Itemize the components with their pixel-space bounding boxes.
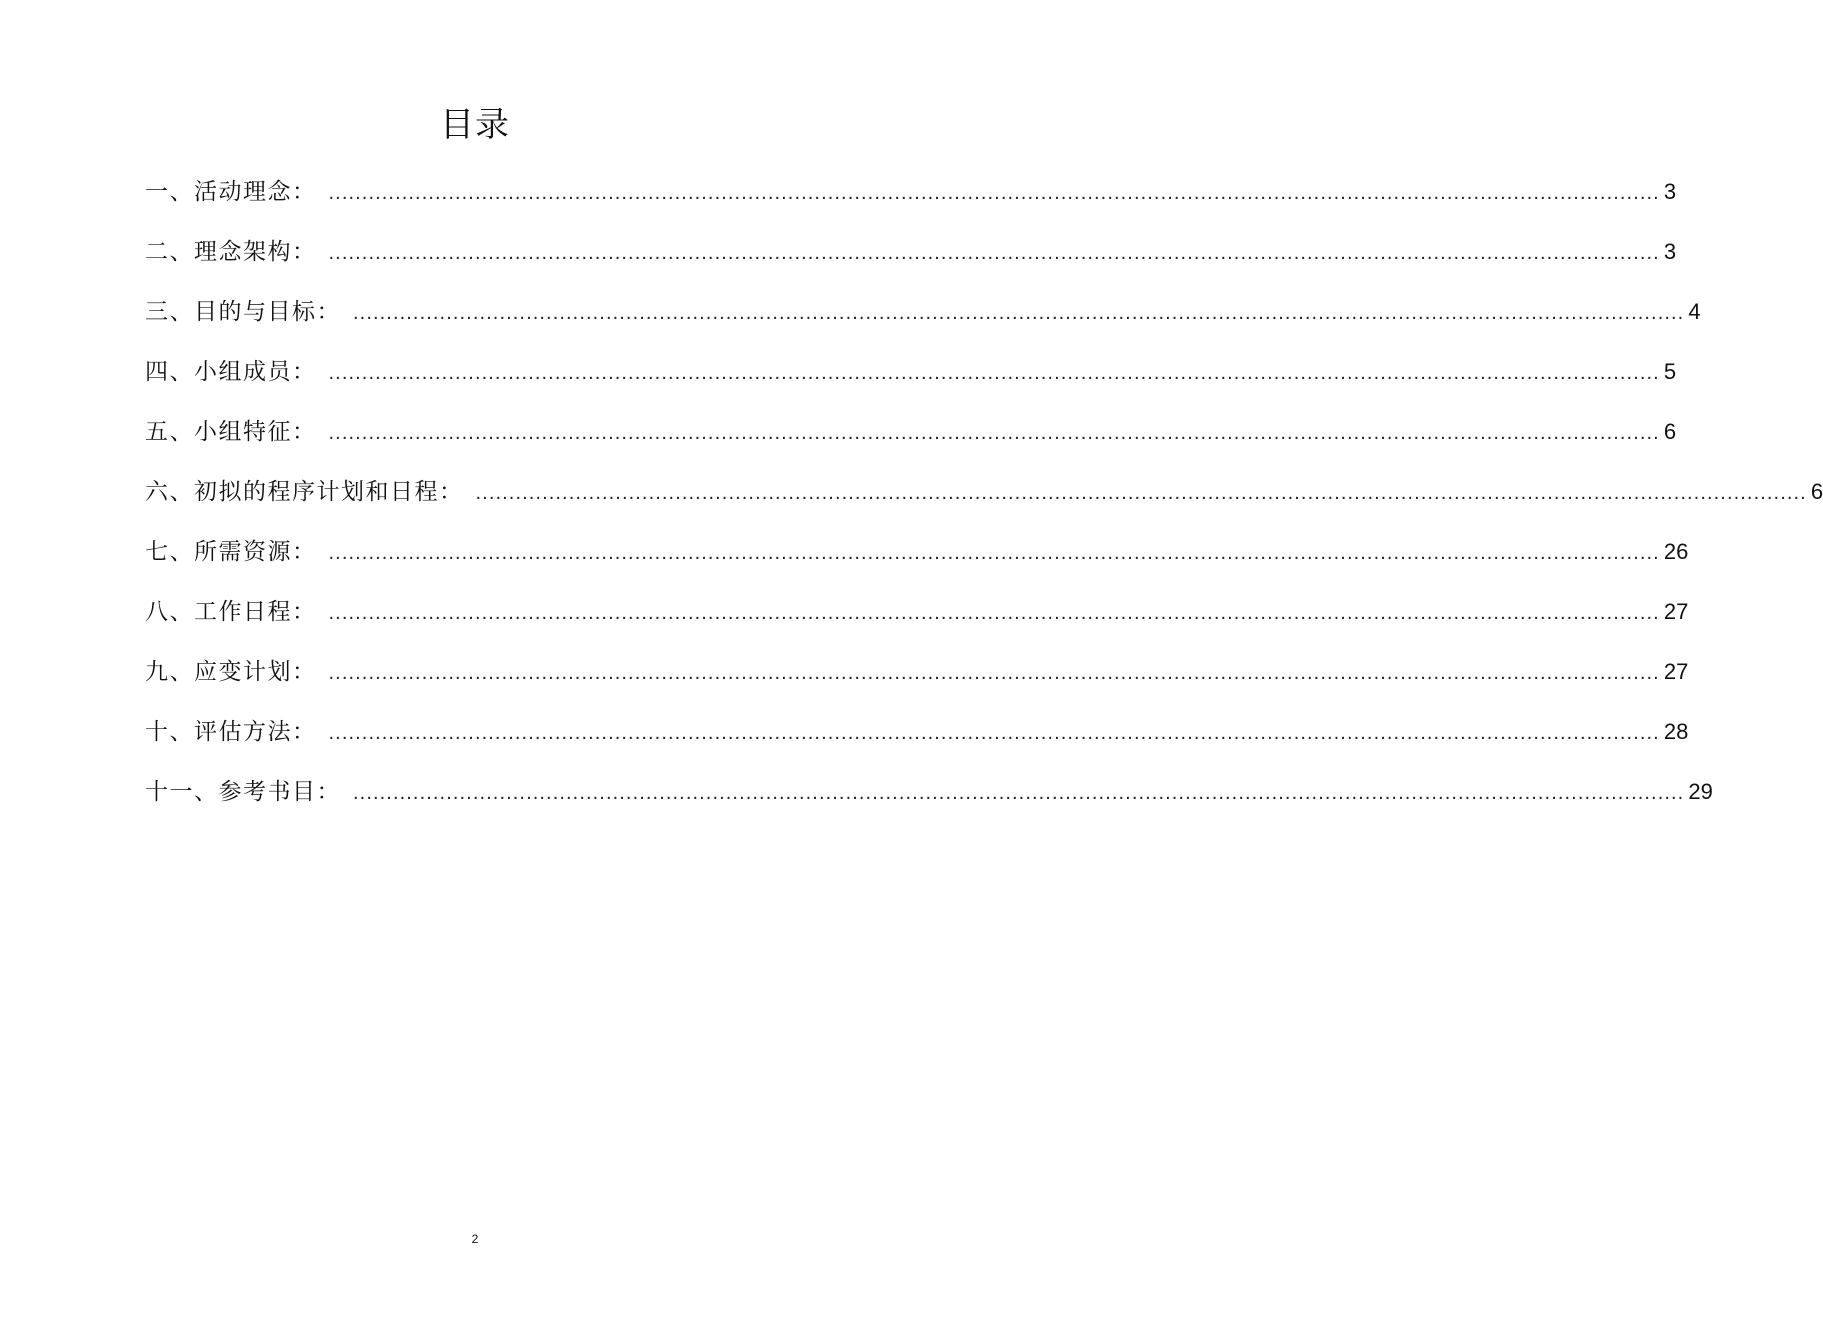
toc-dot-leader: ........................................................................................................................................................................................................ [475, 482, 1807, 504]
toc-entry-label: 三、目的与目标： [145, 299, 341, 325]
toc-entry-page: 29 [1688, 779, 1713, 804]
toc-entry-label: 二、理念架构： [145, 239, 317, 265]
toc-dot-leader: ........................................................................................................................................................................................................ [328, 602, 1660, 624]
toc-dot-leader: ........................................................................................................................................................................................................ [353, 302, 1685, 324]
toc-entry[interactable] [145, 522, 1689, 582]
toc-entry-page: 27 [1663, 659, 1689, 684]
toc-entry-label: 八、工作日程： [145, 599, 317, 625]
toc-entry-label: 十一、参考书目： [145, 779, 341, 805]
toc-dot-leader: ........................................................................................................................................................................................................ [328, 662, 1660, 684]
toc-dot-leader: ........................................................................................................................................................................................................ [328, 542, 1660, 564]
toc-entry-page: 26 [1663, 539, 1689, 564]
page-number: 2 [471, 1232, 479, 1246]
toc-entry[interactable] [145, 462, 1823, 522]
toc-entry-label: 五、小组特征： [145, 419, 317, 445]
toc-entry-label: 四、小组成员： [145, 359, 317, 385]
toc-entry-page: 3 [1663, 179, 1677, 204]
toc-entry-label: 九、应变计划： [145, 659, 317, 685]
toc-dot-leader: ........................................................................................................................................................................................................ [328, 362, 1660, 384]
toc-entry-page: 5 [1663, 359, 1677, 384]
toc-dot-leader: ........................................................................................................................................................................................................ [328, 422, 1660, 444]
toc-entry[interactable] [145, 702, 1689, 762]
toc-entry-label: 六、初拟的程序计划和日程： [145, 479, 464, 505]
toc-entry-page: 6 [1663, 419, 1677, 444]
toc-title: 目录 [440, 105, 510, 145]
toc-entry-page: 27 [1663, 599, 1689, 624]
toc-entry-page: 28 [1663, 719, 1689, 744]
toc-entry-label: 一、活动理念： [145, 179, 317, 205]
toc-entry-page: 4 [1688, 299, 1701, 324]
toc-dot-leader: ........................................................................................................................................................................................................ [328, 182, 1660, 204]
toc-dot-leader: ........................................................................................................................................................................................................ [353, 782, 1685, 804]
toc-entry-page: 3 [1663, 239, 1677, 264]
toc-entry-page: 6 [1810, 479, 1823, 504]
toc-list [145, 162, 1823, 822]
toc-entry[interactable] [145, 642, 1689, 702]
toc-dot-leader: ........................................................................................................................................................................................................ [328, 242, 1660, 264]
toc-entry[interactable] [145, 282, 1701, 342]
toc-dot-leader: ........................................................................................................................................................................................................ [328, 722, 1660, 744]
toc-entry-label: 十、评估方法： [145, 719, 317, 745]
toc-entry-label: 七、所需资源： [145, 539, 317, 565]
toc-entry[interactable] [145, 762, 1713, 822]
toc-entry[interactable] [145, 402, 1677, 462]
toc-entry[interactable] [145, 222, 1677, 282]
toc-entry[interactable] [145, 582, 1689, 642]
toc-entry[interactable] [145, 162, 1677, 222]
toc-entry[interactable] [145, 342, 1677, 402]
